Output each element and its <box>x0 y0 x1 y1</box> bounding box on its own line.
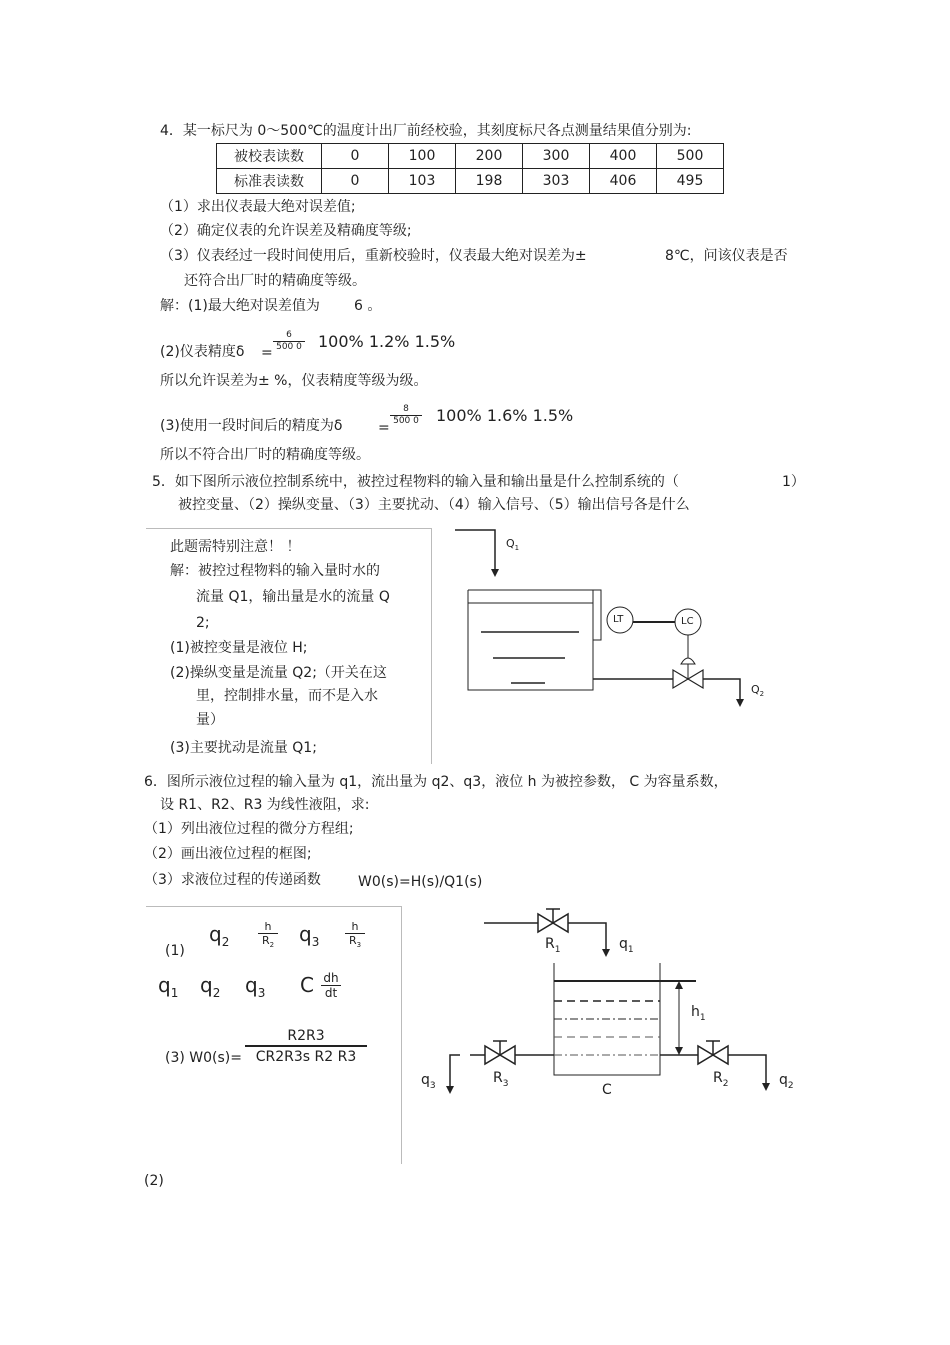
q-subscript: 1 <box>514 544 520 553</box>
fraction-denominator <box>258 935 278 949</box>
lc-label: LC <box>681 616 694 627</box>
valve-icon <box>553 914 568 932</box>
table-row <box>217 144 724 169</box>
tank-outline <box>468 590 593 690</box>
table-cell: 303 <box>523 169 590 194</box>
eq-symbol <box>158 975 178 999</box>
valve-icon <box>698 1046 713 1064</box>
q5-solution-line: (3)主要扰动是流量 Q1; <box>170 740 317 756</box>
r-letter: R <box>261 934 270 947</box>
q-subscript: 3 <box>429 1080 436 1091</box>
transfer-function: W0(s)=H(s)/Q1(s) <box>358 874 483 890</box>
flow-label-q3 <box>421 1073 436 1091</box>
outlet-pipe <box>728 1055 766 1085</box>
r-letter: R <box>545 936 555 952</box>
valve-label-r2 <box>713 1071 728 1089</box>
q-subscript: 1 <box>627 944 634 955</box>
q5-solution-line: 流量 Q1，输出量是水的流量 Q <box>196 589 390 605</box>
inflow-pipe <box>455 530 495 573</box>
r-letter: R <box>713 1070 723 1086</box>
fraction <box>245 1029 367 1064</box>
valve-label-r1 <box>545 937 560 955</box>
table-cell: 0 <box>322 169 389 194</box>
table-cell: 198 <box>456 169 523 194</box>
eq-symbol <box>299 924 319 948</box>
h-letter: h <box>691 1004 700 1020</box>
q5-solution-line: 里，控制排水量，而不是入水 <box>196 688 378 704</box>
fraction-numerator: h <box>264 920 272 933</box>
eq-symbol-c: C <box>300 973 314 997</box>
r-subscript: 3 <box>502 1078 509 1089</box>
valve-icon <box>713 1046 728 1064</box>
capacity-label-c: C <box>602 1082 612 1098</box>
r-subscript: 2 <box>722 1078 729 1089</box>
arrow-icon <box>446 1086 454 1094</box>
outlet-pipe <box>470 1055 485 1089</box>
level-label-h <box>691 1005 706 1023</box>
table-cell: 0 <box>322 144 389 169</box>
q4-title: 4．某一标尺为 0～500℃的温度计出厂前经校验，其刻度标尺各点测量结果值分别为: <box>160 123 692 139</box>
inlet-pipe <box>568 923 606 952</box>
q5-solution-line: 量） <box>196 712 224 728</box>
q-subscript: 1 <box>170 986 179 1000</box>
answer-1-value: 6 。 <box>354 298 382 314</box>
table-cell: 103 <box>389 169 456 194</box>
q4-item-3: （3）仪表经过一段时间使用后，重新校验时，仪表最大绝对误差为± <box>160 248 587 264</box>
arrow-icon <box>491 569 499 577</box>
q-letter: Q <box>751 683 760 696</box>
divider <box>146 528 432 529</box>
arrow-icon <box>762 1083 770 1091</box>
valve-icon <box>673 670 688 688</box>
fraction <box>345 921 365 949</box>
h-subscript: 1 <box>699 1012 706 1023</box>
q-letter: Q <box>506 537 515 550</box>
divider <box>146 906 401 907</box>
q6-title: 6．图所示液位过程的输入量为 q1，流出量为 q2、q3，液位 h 为被控参数， C 为容量系数， <box>144 774 728 790</box>
r-letter: R <box>493 1070 503 1086</box>
calibration-table <box>216 143 724 194</box>
divider <box>401 906 402 1164</box>
table-cell: 500 <box>657 144 724 169</box>
q5-solution-line: 解：被控过程物料的输入量时水的 <box>170 563 380 579</box>
answer-2-label: (2)仪表精度δ <box>160 344 245 360</box>
arrow-icon <box>675 1047 683 1055</box>
table-cell: 100 <box>389 144 456 169</box>
table-row <box>217 169 724 194</box>
valve-icon <box>500 1046 515 1064</box>
arrow-icon <box>675 981 683 989</box>
arrow-icon <box>736 699 744 707</box>
divider <box>431 528 432 764</box>
fraction-bar <box>245 1045 367 1047</box>
q-letter: q <box>200 973 213 997</box>
answer-2-result: 100% 1.2% 1.5% <box>318 332 456 351</box>
row-header: 标准表读数 <box>217 169 322 194</box>
eq-symbol <box>200 975 220 999</box>
answer-1: 解：(1)最大绝对误差值为 <box>160 298 320 314</box>
sensor-housing <box>593 590 601 640</box>
fraction-numerator: h <box>351 920 359 933</box>
fraction-denominator: dt <box>324 986 338 1000</box>
q-letter: q <box>299 922 312 946</box>
q-letter: q <box>619 936 628 952</box>
q-letter: q <box>158 973 171 997</box>
q-subscript: 2 <box>221 935 230 949</box>
q-subscript: 2 <box>759 690 765 699</box>
eq1-label: (1) <box>165 943 185 959</box>
eq-symbol <box>245 975 265 999</box>
arrow-icon <box>602 949 610 957</box>
q4-item-3-cont: 还符合出厂时的精确度等级。 <box>184 273 366 289</box>
fraction-numerator: R2R3 <box>287 1028 325 1044</box>
q6-item-3: （3）求液位过程的传递函数 <box>144 872 321 888</box>
q6-item-2: （2）画出液位过程的框图; <box>144 846 312 862</box>
q-letter: q <box>245 973 258 997</box>
q5-solution-line: (2)操纵变量是流量 Q2;（开关在这 <box>170 665 387 681</box>
q5-solution-line: (1)被控变量是液位 H; <box>170 640 308 656</box>
row-header: 被校表读数 <box>217 144 322 169</box>
liquid-level-process-diagram <box>470 905 800 1098</box>
q-subscript: 2 <box>212 986 221 1000</box>
q5-solution-line: 2; <box>196 615 210 631</box>
level-control-diagram <box>455 525 775 725</box>
q5-title: 5．如下图所示液位控制系统中，被控过程物料的输入量和输出量是什么控制系统的（ <box>152 474 679 490</box>
q5-note: 此题需特别注意！ ！ <box>170 539 301 555</box>
outlet-pipe <box>450 1055 460 1088</box>
fraction-denominator: 500 0 <box>393 416 419 426</box>
lt-label: LT <box>613 614 624 625</box>
q5-title-tail: 1） <box>782 474 805 490</box>
valve-icon <box>538 914 553 932</box>
q4-item-1: （1）求出仪表最大绝对误差值; <box>160 199 356 215</box>
fraction-numerator: dh <box>323 971 339 985</box>
q-subscript: 2 <box>787 1080 794 1091</box>
r-subscript: 3 <box>356 941 362 950</box>
fraction-denominator: 500 0 <box>276 342 302 352</box>
fraction <box>390 405 422 426</box>
fraction-numerator: 8 <box>403 404 409 414</box>
eq3-label: (3) W0(s)= <box>165 1050 242 1066</box>
answer-2-conclusion: 所以允许误差为± %，仪表精度等级为级。 <box>160 373 428 389</box>
valve-icon <box>485 1046 500 1064</box>
table-cell: 300 <box>523 144 590 169</box>
fraction-numerator: 6 <box>286 330 292 340</box>
q-subscript: 3 <box>311 935 320 949</box>
fraction <box>321 972 341 999</box>
answer-3-label: (3)使用一段时间后的精度为δ <box>160 418 343 434</box>
q-letter: q <box>209 922 222 946</box>
flow-label-q1 <box>619 937 634 955</box>
q6-item-1: （1）列出液位过程的微分方程组; <box>144 821 354 837</box>
table-cell: 400 <box>590 144 657 169</box>
valve-label-r3 <box>493 1071 508 1089</box>
answer-2-eq: = <box>261 345 273 361</box>
q-letter: q <box>779 1072 788 1088</box>
eq-symbol <box>209 924 229 948</box>
q4-item-3-tail: 8℃，问该仪表是否 <box>665 248 788 264</box>
answer-3-conclusion: 所以不符合出厂时的精确度等级。 <box>160 447 370 463</box>
q-letter: q <box>421 1072 430 1088</box>
fraction <box>258 921 278 949</box>
answer-3-result: 100% 1.6% 1.5% <box>436 406 574 425</box>
part-2-label: (2) <box>144 1173 164 1189</box>
flow-label-q1 <box>506 538 519 552</box>
outflow-pipe <box>703 679 740 701</box>
q6-line2: 设 R1、R2、R3 为线性液阻，求: <box>160 797 370 813</box>
q-subscript: 3 <box>257 986 266 1000</box>
left-outlet-extension <box>440 1050 460 1100</box>
table-cell: 406 <box>590 169 657 194</box>
flow-label-q2 <box>751 684 764 698</box>
valve-icon <box>688 670 703 688</box>
answer-3-eq: = <box>378 420 390 436</box>
table-cell: 200 <box>456 144 523 169</box>
fraction-denominator <box>345 935 365 949</box>
q4-item-2: （2）确定仪表的允许误差及精确度等级; <box>160 223 412 239</box>
r-subscript: 1 <box>554 944 561 955</box>
r-subscript: 2 <box>269 941 275 950</box>
flow-label-q2 <box>779 1073 794 1091</box>
q5-line2: 被控变量、（2）操纵变量、（3）主要扰动、（4）输入信号、（5）输出信号各是什么 <box>178 497 690 513</box>
fraction <box>273 331 305 352</box>
table-cell: 495 <box>657 169 724 194</box>
r-letter: R <box>348 934 357 947</box>
actuator-icon <box>681 658 695 664</box>
fraction-denominator: CR2R3s R2 R3 <box>255 1049 357 1065</box>
